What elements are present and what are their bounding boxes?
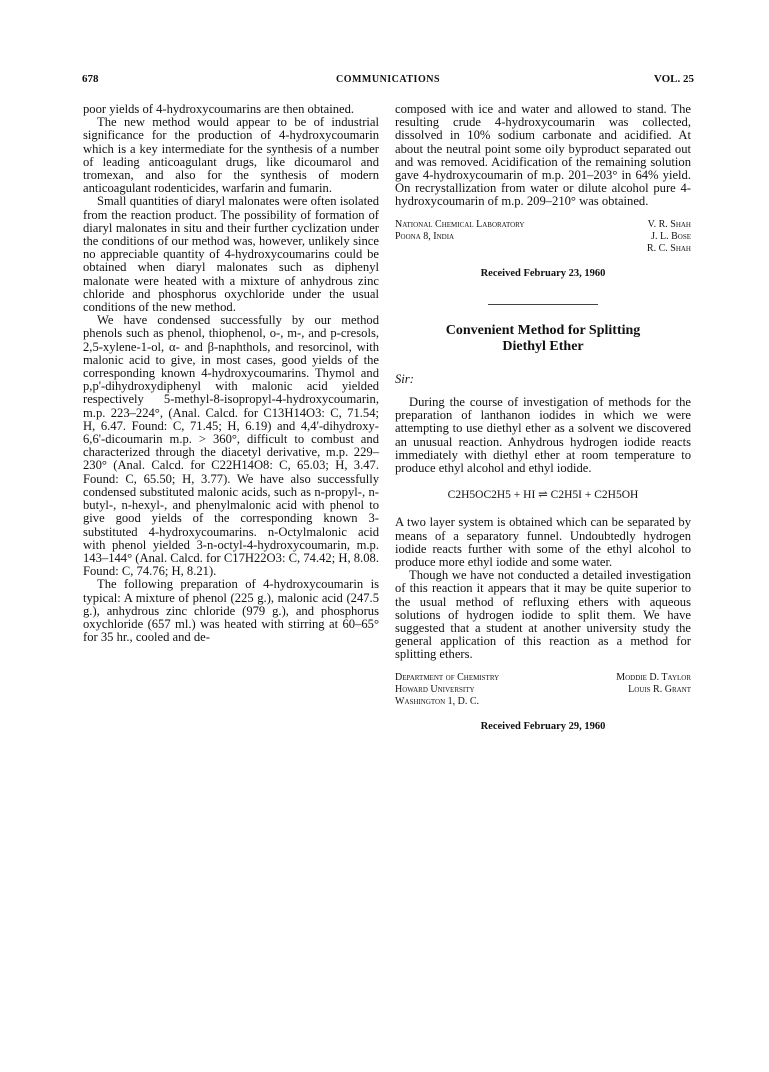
department-name: Department of Chemistry xyxy=(395,671,500,683)
author-name: Louis R. Grant xyxy=(628,683,691,695)
paragraph: Small quantities of diaryl malonates were often isolated from the reaction product. The possibility of formation of diaryl malonates in situ and their further cyclization under the conditions of our method was, however, unlikely since no appreciable quantity of 4-hydroxycoumarins could be obtained when diaryl malonates such as diphenyl malonate were heated with a mixture of anhydrous zinc chloride and phosphorus oxychloride under the usual conditions of the new method. xyxy=(83,194,379,315)
paragraph: poor yields of 4-hydroxycoumarins are then obtained. xyxy=(83,102,355,116)
author-name: V. R. Shah xyxy=(647,218,691,230)
section-title: COMMUNICATIONS xyxy=(335,74,441,85)
institution-address: Washington 1, D. C. xyxy=(395,695,480,707)
article-title: Convenient Method for Splitting Diethyl Ether xyxy=(445,322,641,354)
paragraph: During the course of investigation of methods for the preparation of lanthanon iodides in which we were attempting to use diethyl ether as a solvent we discovered an unusual reaction. Anhydrous hydrogen iodide reacts immediately with diethyl ether at room temperature to produce ethyl alcohol and ethyl iodide. xyxy=(395,395,691,476)
paragraph: The new method would appear to be of industrial significance for the production of 4-hydroxycoumarin which is a key intermediate for the synthesis of a number of leading anticoagulant drugs, like dicoumarol and tromexan, and also for the synthesis of modern anticoagulant rodenticides, warfarin and fumarin. xyxy=(83,115,379,196)
author-name: Moddie D. Taylor xyxy=(616,671,691,683)
left-column xyxy=(83,103,379,644)
paragraph: We have condensed successfully by our method phenols such as phenol, thiophenol, o-, m-, and p-cresols, 2,5-xylene-1-ol, α- and β-naphthols, and resorcinol, with malonic acid to give, in most cases, good yields of the corresponding known 4-hydroxycoumarins. Thymol and p,p'-dihydroxydiphenyl with malonic acid yielded respectively 5-methyl-8-isopropyl-4-hydroxycoumarin, m.p. 223–224°, (Anal. Calcd. for C13H14O3: C, 71.54; H, 6.47. Found: C, 71.45; H, 6.19) and 4,4'-dihydroxy-6,6'-dicoumarin m.p. > 360°, difficult to combust and characterized through the diacetyl derivative, m.p. 229–230° (Anal. Calcd. for C22H14O8: C, 65.03; H, 3.47. Found: C, 65.50; H, 3.77). We have also successfully condensed substituted malonic acids, such as n-propyl-, n-butyl-, n-hexyl-, and phenylmalonic acid with phenol to give good yields of the corresponding known 3-substituted 4-hydroxycoumarins. n-Octylmalonic acid with phenol yielded 3-n-octyl-4-hydroxycoumarin, m.p. 143–144° (Anal. Calcd. for C17H22O3: C, 74.42; H, 8.08. Found: C, 74.76; H, 8.21). xyxy=(83,313,379,579)
right-column xyxy=(395,103,691,733)
institution-address: Poona 8, India xyxy=(395,230,455,242)
salutation: Sir: xyxy=(395,371,414,386)
volume-number: VOL. 25 xyxy=(653,73,694,85)
author-name: R. C. Shah xyxy=(646,242,691,254)
affiliation-block xyxy=(395,219,691,255)
paragraph: Though we have not conducted a detailed investigation of this reaction it appears that it may be quite superior to the usual method of refluxing ethers with aqueous solutions of hydrogen iodide to split them. We have suggested that a student at another university study the general application of this reaction as a method for splitting ethers. xyxy=(395,568,691,662)
paragraph: A two layer system is obtained which can be separated by means of a separatory funnel. Undoubtedly hydrogen iodide reacts further with some of the ethyl alcohol to produce more ethyl iodide and some water. xyxy=(395,515,691,570)
institution-name: Howard University xyxy=(395,683,475,695)
running-head xyxy=(82,73,694,89)
received-date: Received February 23, 1960 xyxy=(480,267,606,279)
author-name: J. L. Bose xyxy=(651,230,691,242)
institution-name: National Chemical Laboratory xyxy=(395,218,525,230)
paragraph: composed with ice and water and allowed to stand. The resulting crude 4-hydroxycoumarin was collected, dissolved in 10% sodium carbonate and acidified. At about the neutral point some oily byproduct separated out and was removed. Acidification of the remaining solution gave 4-hydroxycoumarin of m.p. 201–203° in 64% yield. On recrystallization from water or dilute alcohol pure 4-hydroxycoumarin of m.p. 209–210° was obtained. xyxy=(395,102,691,209)
page-number: 678 xyxy=(82,73,99,85)
affiliation-block xyxy=(395,672,691,708)
paragraph: The following preparation of 4-hydroxycoumarin is typical: A mixture of phenol (225 g.), malonic acid (247.5 g.), anhydrous zinc chloride (979 g.), and phosphorus oxychloride (657 ml.) was heated with stirring at 60–65° for 35 hr., cooled and de- xyxy=(83,577,379,645)
chemical-equation: C2H5OC2H5 + HI ⇌ C2H5I + C2H5OH xyxy=(447,489,639,502)
received-date: Received February 29, 1960 xyxy=(480,720,606,732)
section-divider xyxy=(488,304,598,305)
